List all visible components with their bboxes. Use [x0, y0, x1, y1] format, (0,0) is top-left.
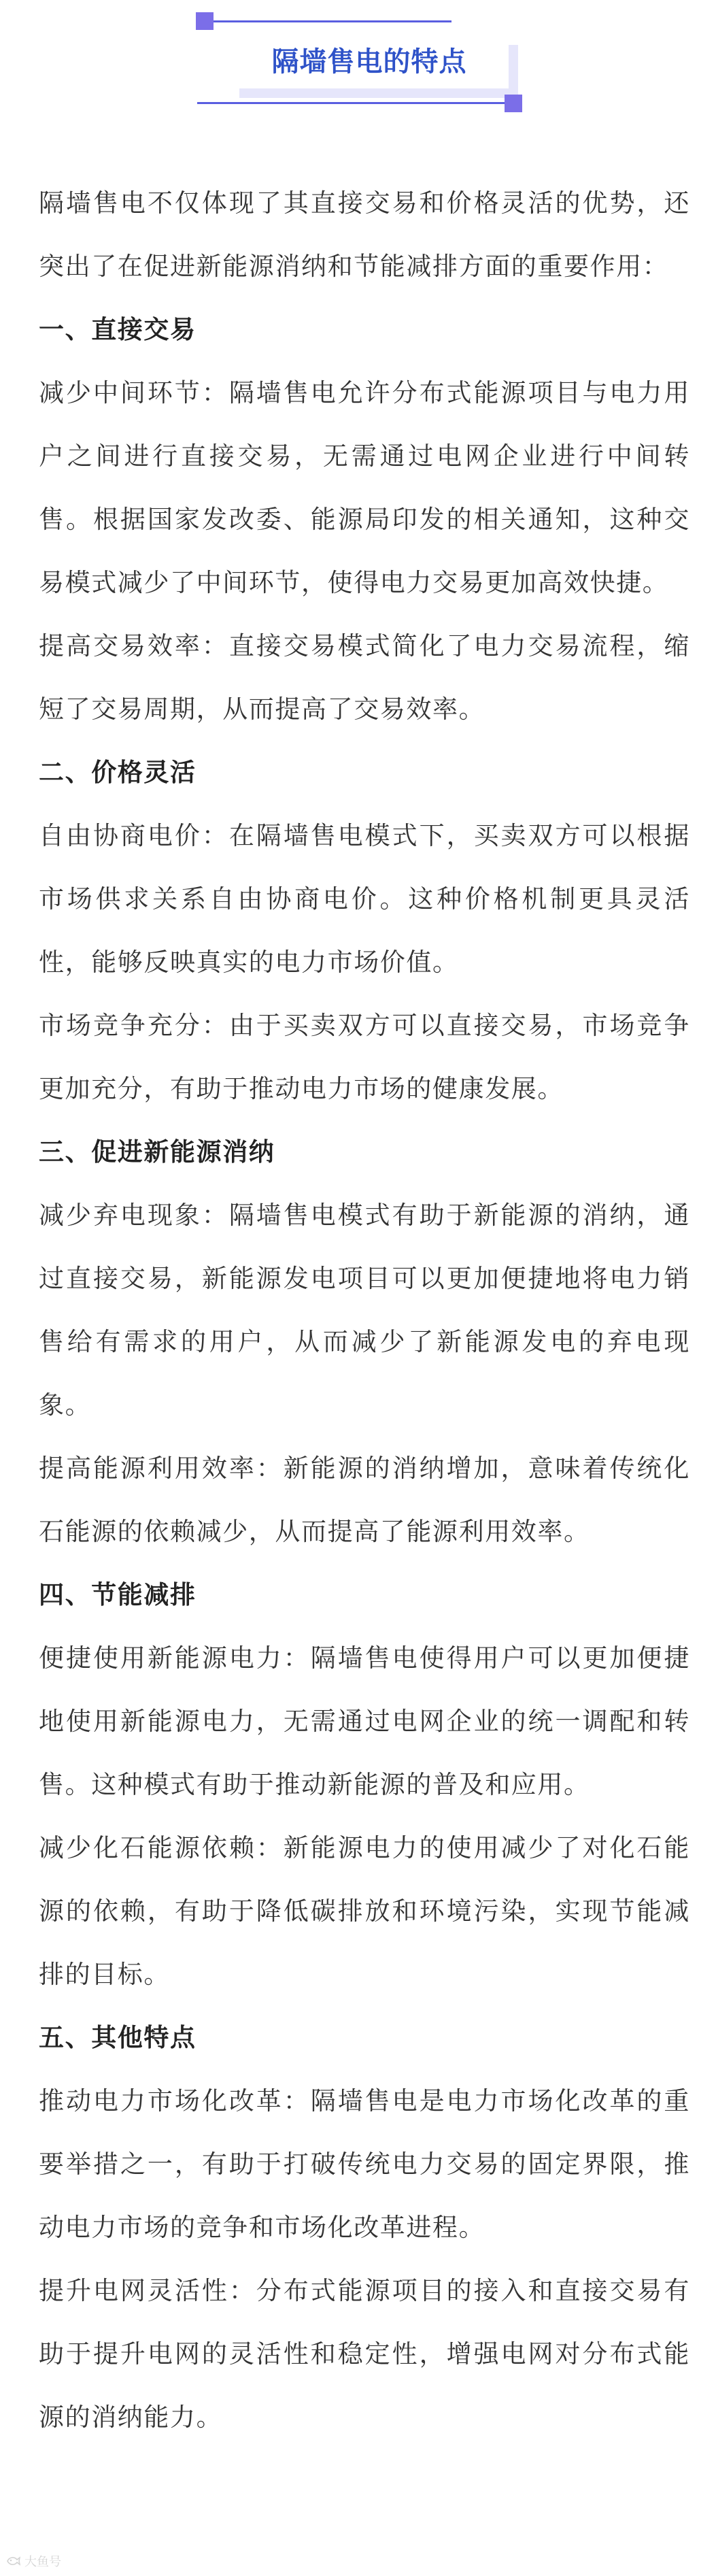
decor-square-top-left [196, 12, 214, 30]
section-paragraph: 提升电网灵活性：分布式能源项目的接入和直接交易有助于提升电网的灵活性和稳定性，增强电网对分布式能源的消纳能力。 [39, 2276, 690, 2432]
article-body [39, 171, 690, 2449]
section-paragraph: 提高交易效率：直接交易模式简化了电力交易流程，缩短了交易周期，从而提高了交易效率。 [39, 631, 690, 724]
section-heading-direct-trade: 一、直接交易 [39, 315, 197, 344]
section-paragraph: 便捷使用新能源电力：隔墙售电使得用户可以更加便捷地使用新能源电力，无需通过电网企业的统一调配和转售。这种模式有助于推动新能源的普及和应用。 [39, 1643, 690, 1799]
section-heading-flexible-price: 二、价格灵活 [39, 758, 197, 787]
section-paragraph: 自由协商电价：在隔墙售电模式下，买卖双方可以根据市场供求关系自由协商电价。这种价格机制更具灵活性，能够反映真实的电力市场价值。 [39, 821, 690, 977]
section-paragraph: 减少化石能源依赖：新能源电力的使用减少了对化石能源的依赖，有助于降低碳排放和环境污染，实现节能减排的目标。 [39, 1833, 690, 1989]
section-heading-other-features: 五、其他特点 [39, 2023, 197, 2052]
fish-logo-icon [5, 2554, 20, 2569]
section-paragraph: 提高能源利用效率：新能源的消纳增加，意味着传统化石能源的依赖减少，从而提高了能源利用效率。 [39, 1454, 690, 1546]
decor-line-bottom [197, 102, 510, 104]
section-paragraph: 市场竞争充分：由于买卖双方可以直接交易，市场竞争更加充分，有助于推动电力市场的健康发展。 [39, 1011, 690, 1103]
section-paragraph: 减少弃电现象：隔墙售电模式有助于新能源的消纳，通过直接交易，新能源发电项目可以更加便捷地将电力销售给有需求的用户，从而减少了新能源发电的弃电现象。 [39, 1201, 690, 1420]
article-header [0, 0, 716, 129]
watermark-text: 大鱼号 [24, 2555, 61, 2569]
watermark [5, 2551, 61, 2571]
section-heading-renewable-consumption: 三、促进新能源消纳 [39, 1137, 275, 1167]
decor-line-top [214, 20, 451, 22]
decor-square-bottom-right [505, 95, 522, 112]
title-box [230, 35, 509, 88]
intro-paragraph: 隔墙售电不仅体现了其直接交易和价格灵活的优势，还突出了在促进新能源消纳和节能减排方面的重要作用： [39, 188, 690, 281]
section-heading-energy-saving: 四、节能减排 [39, 1580, 197, 1609]
section-paragraph: 推动电力市场化改革：隔墙售电是电力市场化改革的重要举措之一，有助于打破传统电力交易的固定界限，推动电力市场的竞争和市场化改革进程。 [39, 2086, 690, 2242]
section-paragraph: 减少中间环节：隔墙售电允许分布式能源项目与电力用户之间进行直接交易，无需通过电网企业进行中间转售。根据国家发改委、能源局印发的相关通知，这种交易模式减少了中间环节，使得电力交易更加高效快捷。 [39, 378, 690, 597]
page-title: 隔墙售电的特点 [271, 46, 467, 78]
